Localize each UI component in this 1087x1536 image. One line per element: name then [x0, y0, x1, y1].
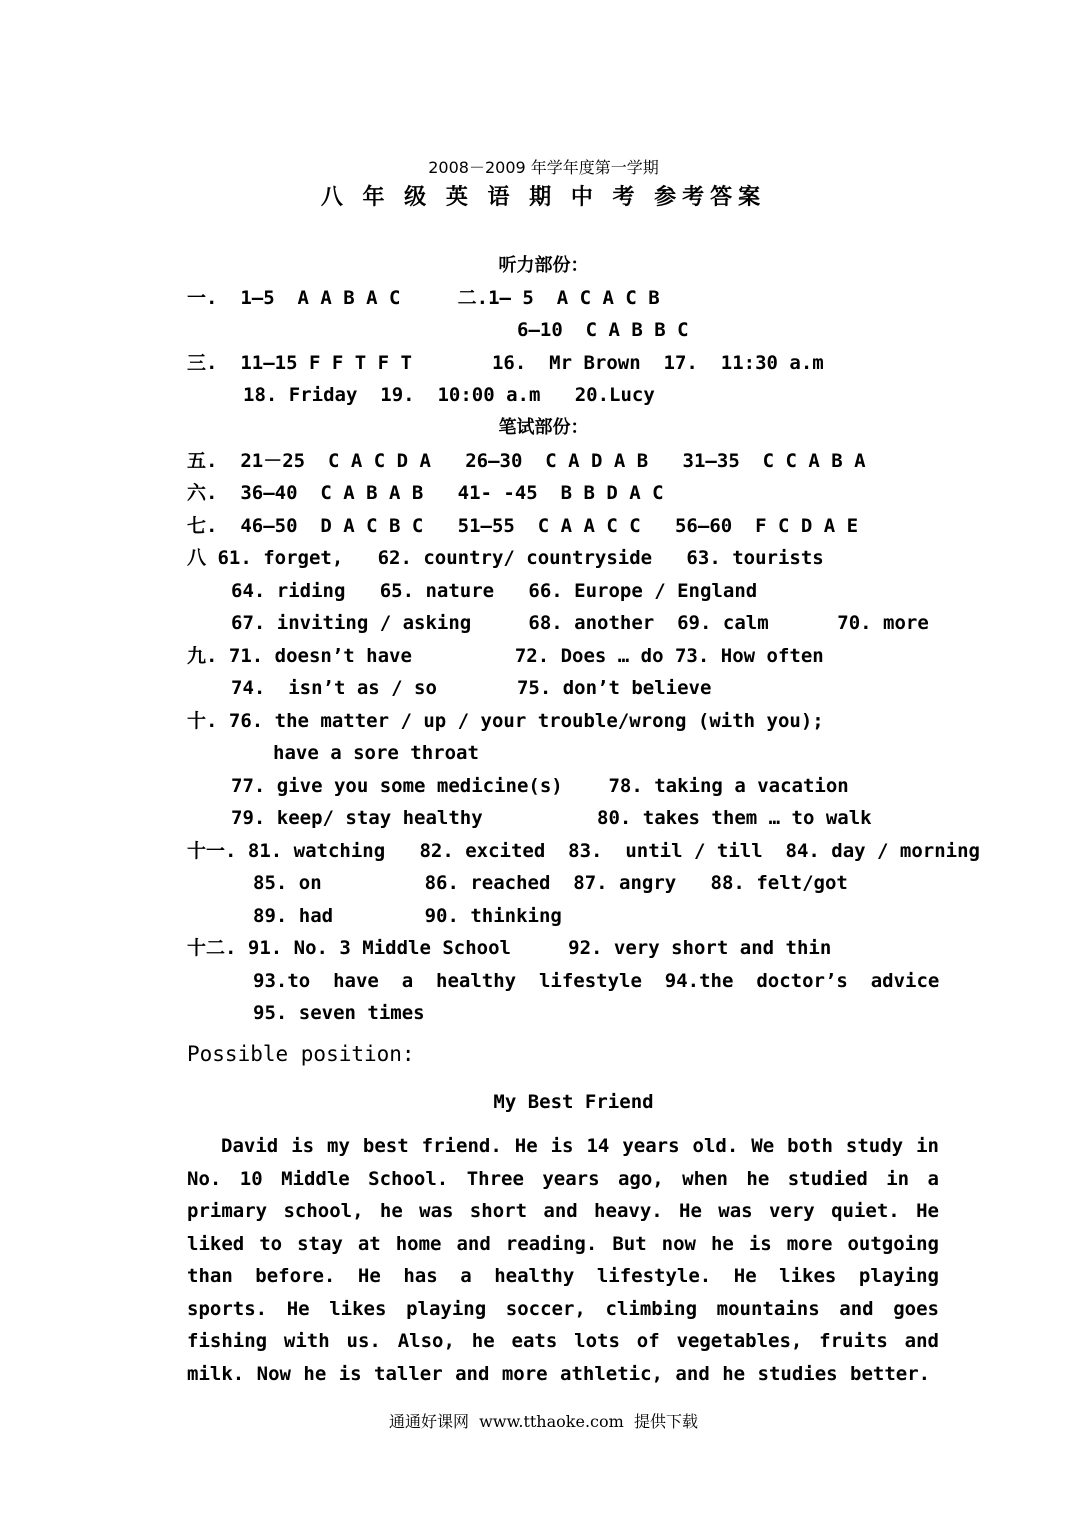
answer-line: 七. 46—50 D A C B C 51—55 C A A C C 56—60 F C D A E	[187, 515, 859, 537]
answer-line: 85. on 86. reached 87. angry 88. felt/got	[253, 872, 848, 894]
answer-line: 十一. 81. watching 82. excited 83. until / till 84. day / morning	[187, 840, 980, 862]
answer-line: 89. had 90. thinking	[253, 905, 562, 927]
answer-line: 一. 1—5 A A B A C 二.1— 5 A C A C B	[187, 287, 660, 309]
answer-line: 77. give you some medicine(s) 78. taking a vacation	[231, 775, 849, 797]
term-line: 2008－2009 年学年度第一学期	[428, 158, 659, 177]
answer-line: 三. 11—15 F F T F T 16. Mr Brown 17. 11:30 a.m	[187, 352, 824, 374]
answer-line: 九. 71. doesn’t have 72. Does … do 73. How often	[187, 645, 824, 667]
listening-heading: 听力部份：	[498, 255, 589, 276]
answer-line: 95. seven times	[253, 1002, 425, 1024]
answer-line: 64. riding 65. nature 66. Europe / England	[231, 580, 758, 602]
answer-line: 八 61. forget, 62. country/ countryside 63. tourists	[187, 547, 824, 569]
answer-line: 79. keep/ stay healthy 80. takes them … to walk	[231, 807, 872, 829]
page-title: 八 年 级 英 语 期 中 考 参考答案	[320, 185, 767, 210]
essay-paragraph: David is my best friend. He is 14 years old. We both study in No. 10 Middle School. Three years ago, when he studied in a primary school, he was short and heavy. He was very quiet. He liked to stay at home and reading. But now he is more outgoing than before. He has a healthy lifestyle. He likes playing sports. He likes playing soccer, climbing mountains and goes fishing with us. Also, he eats lots of vegetables, fruits and milk. Now he is taller and more athletic, and he studies better.	[187, 1135, 939, 1385]
answer-line: 6—10 C A B B C	[517, 319, 689, 341]
footer-source: 通通好课网 www.tthaoke.com 提供下载	[389, 1412, 698, 1431]
composition-label: Possible position:	[187, 1042, 415, 1066]
writing-heading: 笔试部份：	[498, 417, 589, 438]
answer-line: have a sore throat	[273, 742, 479, 764]
essay-title: My Best Friend	[493, 1091, 654, 1113]
answer-line: 18. Friday 19. 10:00 a.m 20.Lucy	[243, 384, 655, 406]
answer-line: 93.to have a healthy lifestyle 94.the doctor’s advice	[253, 970, 940, 992]
answer-line: 五. 21－25 C A C D A 26—30 C A D A B 31—35 C C A B A	[187, 450, 866, 472]
answer-line: 67. inviting / asking 68. another 69. calm 70. more	[231, 612, 929, 634]
answer-line: 74. isn’t as / so 75. don’t believe	[231, 677, 712, 699]
answer-line: 六. 36—40 C A B A B 41- -45 B B D A C	[187, 482, 664, 504]
answer-line: 十二. 91. No. 3 Middle School 92. very short and thin	[187, 937, 832, 959]
answer-line: 十. 76. the matter / up / your trouble/wrong (with you);	[187, 710, 824, 732]
